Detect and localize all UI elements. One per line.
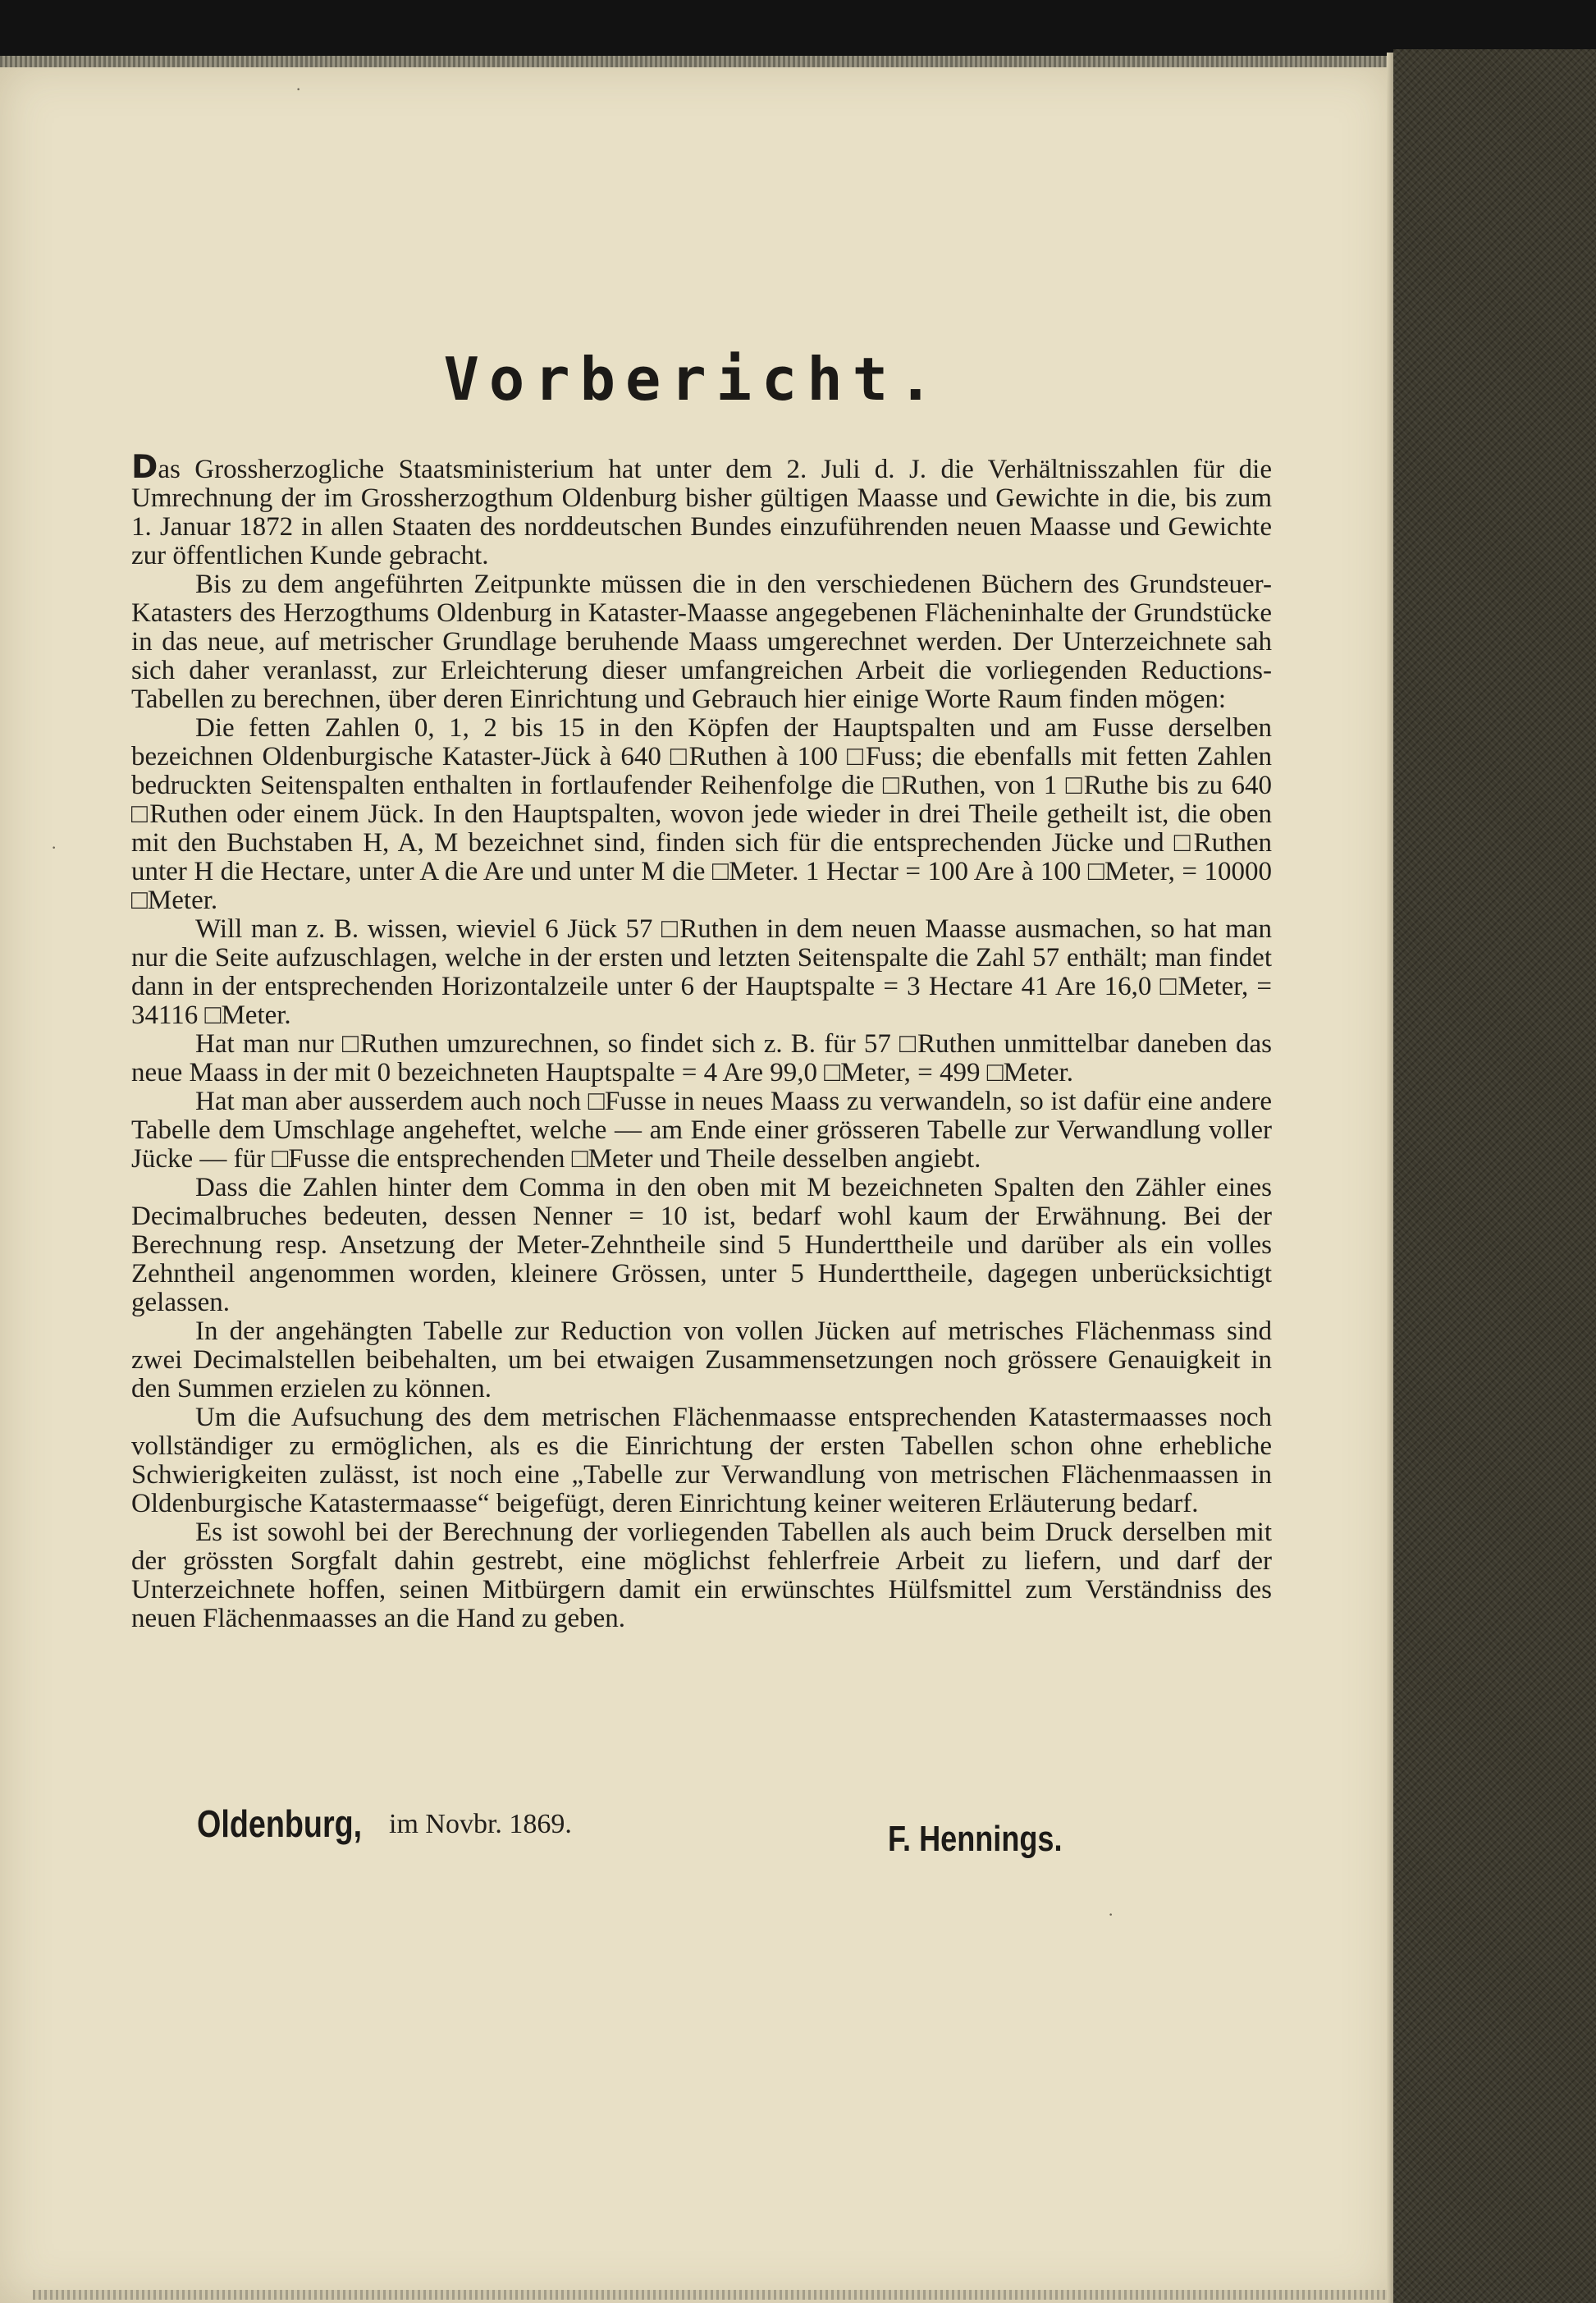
paragraph-2: Bis zu dem angeführten Zeitpunkte müssen die in den verschiedenen Büchern des Grundsteuer-Katasters des Herzogthums Oldenburg in Kataster-Maasse angegebenen Flächeninhalte der Grundstücke in das neue, auf metrischer Grundlage beruhende Maass umgerechnet werden. Der Unterzeichnete sah sich daher veranlasst, zur Erleichterung dieser umfangreichen Arbeit die vorliegenden Reductions-Tabellen zu berechnen, über deren Einrichtung und Gebrauch hier einige Worte Raum finden mögen: (131, 570, 1272, 714)
paragraph-8: In der angehängten Tabelle zur Reduction von vollen Jücken auf metrisches Flächenmass sind zwei Decimalstellen beibehalten, um bei etwaigen Zusammensetzungen noch grössere Genauigkeit in den Summen erzielen zu können. (131, 1316, 1272, 1403)
paragraph-5: Hat man nur □Ruthen umzurechnen, so findet sich z. B. für 57 □Ruthen unmittelbar daneben das neue Maass in der mit 0 bezeichneten Hauptspalte = 4 Are 99,0 □Meter, = 499 □Meter. (131, 1029, 1272, 1087)
body-text (131, 449, 1272, 1633)
paragraph-9: Um die Aufsuchung des dem metrischen Flächenmaasse entsprechenden Katastermaasses noch vollständiger zu ermöglichen, als es die Einrichtung der ersten Tabellen schon ohne erhebliche Schwierigkeiten zulässt, ist noch eine „Tabelle zur Verwandlung von metrischen Flächenmaassen in Oldenburgische Katastermaasse“ beigefügt, deren Einrichtung keiner weiteren Erläuterung bedarf. (131, 1403, 1272, 1518)
paragraph-7: Dass die Zahlen hinter dem Comma in den oben mit M bezeichneten Spalten den Zähler eines Decimalbruches bedeuten, dessen Nenner = 10 ist, bedarf wohl kaum der Erwähnung. Bei der Berechnung resp. Ansetzung der Meter-Zehntheile sind 5 Hunderttheile und darüber als ein volles Zehntheil angenommen worden, kleinere Grössen, unter 5 Hunderttheile, dagegen unberücksichtigt gelassen. (131, 1173, 1272, 1317)
paper-speck: · (1108, 1904, 1114, 1925)
paper-speck: · (51, 837, 57, 858)
paragraph-3: Die fetten Zahlen 0, 1, 2 bis 15 in den Köpfen der Hauptspalten und am Fusse derselben bezeichnen Oldenburgische Kataster-Jück à 640 □Ruthen à 100 □Fuss; die ebenfalls mit fetten Zahlen bedruckten Seitenspalten enthalten in fortlaufender Reihenfolge die □Ruthen, von 1 □Ruthe bis zu 640 □Ruthen oder einem Jück. In den Hauptspalten, wovon jede wieder in drei Theile getheilt ist, die oben mit den Buchstaben H, A, M bezeichnet sind, finden sich für die entsprechenden Jücke und □Ruthen unter H die Hectare, unter A die Are und unter M die □Meter. 1 Hectar = 100 Are à 100 □Meter, = 10000 □Meter. (131, 713, 1272, 915)
paragraph-1: Das Grossherzogliche Staatsministerium hat unter dem 2. Juli d. J. die Verhältnisszahlen für die Umrechnung der im Grossherzogthum Oldenburg bisher gültigen Maasse und Gewichte in die, bis zum 1. Januar 1872 in allen Staaten des norddeutschen Bundes einzuführenden neuen Maasse und Gewichte zur öffentlichen Kunde gebracht. (131, 449, 1272, 570)
signature-date: im Novbr. 1869. (389, 1809, 572, 1839)
signature-place: Oldenburg, (197, 1802, 363, 1845)
dropcap: D (131, 449, 158, 486)
paragraph-6: Hat man aber ausserdem auch noch □Fusse in neues Maass zu verwandeln, so ist dafür eine andere Tabelle dem Umschlage angeheftet, welche — am Ende einer grösseren Tabelle zur Verwandlung voller Jücke — für □Fusse die entsprechenden □Meter und Theile desselben angiebt. (131, 1087, 1272, 1174)
paragraph-10: Es ist sowohl bei der Berechnung der vorliegenden Tabellen als auch beim Druck derselben mit der grössten Sorgfalt dahin gestrebt, eine möglichst fehlerfreie Arbeit zu liefern, und darf der Unterzeichnete hoffen, seinen Mitbürgern damit ein erwünschtes Hülfsmittel zum Verständniss des neuen Flächenmaasses an die Hand zu geben. (131, 1518, 1272, 1633)
paper-speck: · (295, 79, 302, 99)
page-title: Vorbericht. (443, 345, 944, 414)
page-bottom-edge (33, 2290, 1387, 2300)
paragraph-4: Will man z. B. wissen, wieviel 6 Jück 57 □Ruthen in dem neuen Maasse ausmachen, so hat man nur die Seite aufzuschlagen, welche in der ersten und letzten Seitenspalte die Zahl 57 enthält; man findet dann in der entsprechenden Horizontalzeile unter 6 der Hauptspalte = 3 Hectare 41 Are 16,0 □Meter, = 34116 □Meter. (131, 914, 1272, 1030)
signature-author: F. Hennings. (888, 1819, 1063, 1859)
page-top-edge (0, 56, 1395, 67)
